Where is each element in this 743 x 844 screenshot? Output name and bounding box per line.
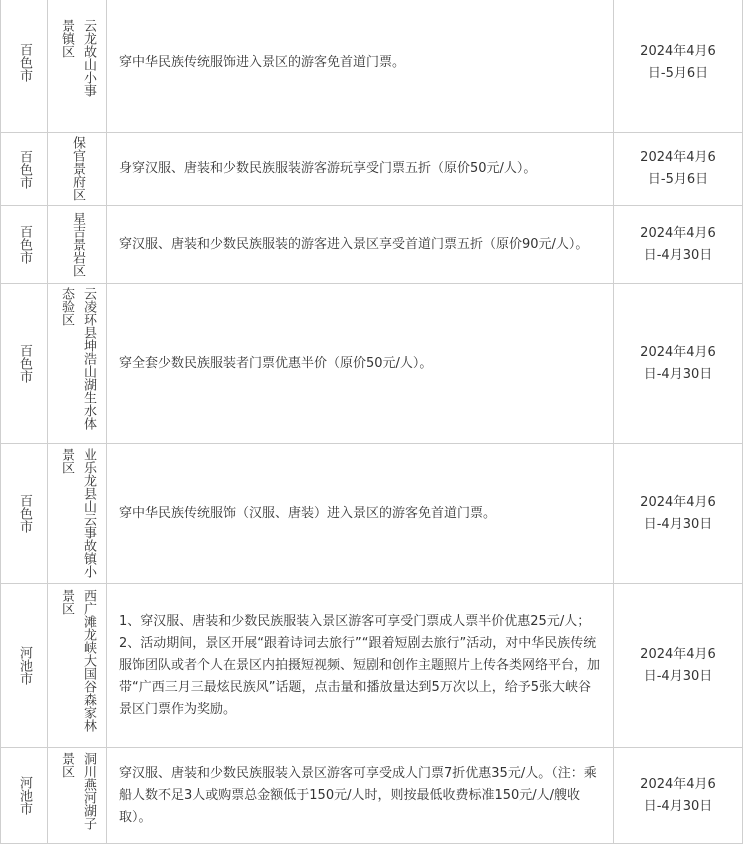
date-end: 日-5月6日 xyxy=(647,172,709,187)
offer-cell xyxy=(107,584,614,748)
scenic-cell xyxy=(48,0,107,133)
offer-text: 穿汉服、唐装和少数民族服装入景区游客可享受成人门票7折优惠35元/人。（注：乘船人数不足3人或购票总金额低于150元/人时，则按最低收费标准150元/人/艘收取）。 xyxy=(119,765,597,825)
table-row xyxy=(1,584,743,748)
city-cell xyxy=(1,284,48,444)
date-cell xyxy=(614,584,743,748)
date-cell xyxy=(614,444,743,584)
city-name: 百色市 xyxy=(17,43,32,82)
scenic-cell xyxy=(48,584,107,748)
date-start: 2024年4月6 xyxy=(640,776,716,792)
date-cell xyxy=(614,133,743,206)
city-cell xyxy=(1,0,48,133)
date-cell xyxy=(614,0,743,133)
city-cell xyxy=(1,584,48,748)
date-start: 2024年4月6 xyxy=(640,344,716,360)
offer-cell xyxy=(107,206,614,284)
offer-text: 1、穿汉服、唐装和少数民族服装入景区游客可享受门票成人票半价优惠25元/人；2、活动期间，景区开展“跟着诗词去旅行”“跟着短剧去旅行”活动，对中华民族传统服饰团队或者个人在景区内拍摄短视频、短剧和创作主题照片上传各类网络平台，加带“广西三月三最炫民族风”话题，点击量和播放量达到5万次以上，给予5张大峡谷景区门票作为奖励。 xyxy=(119,613,601,717)
table-row xyxy=(1,0,743,133)
offer-cell xyxy=(107,748,614,844)
scenic-name: 保官景府区 xyxy=(70,136,85,201)
table-row xyxy=(1,284,743,444)
date-start: 2024年4月6 xyxy=(640,150,716,165)
scenic-cell xyxy=(48,133,107,206)
date-cell xyxy=(614,206,743,284)
date-end: 日-4月30日 xyxy=(643,668,713,684)
city-cell xyxy=(1,748,48,844)
scenic-cell xyxy=(48,284,107,444)
offer-text: 穿汉服、唐装和少数民族服装的游客进入景区享受首道门票五折（原价90元/人）。 xyxy=(119,236,589,252)
offer-cell xyxy=(107,0,614,133)
offer-text: 身穿汉服、唐装和少数民族服装游客游玩享受门票五折（原价50元/人）。 xyxy=(119,161,537,176)
scenic-name: 星吉景岩区 xyxy=(70,211,85,277)
offer-cell xyxy=(107,284,614,444)
offer-text: 穿中华民族传统服饰（汉服、唐装）进入景区的游客免首道门票。 xyxy=(119,505,497,521)
date-end: 日-4月30日 xyxy=(643,516,713,532)
scenic-name: 云龙故山小事景镇区 xyxy=(59,18,96,97)
city-name: 河池市 xyxy=(17,646,32,685)
city-name: 百色市 xyxy=(17,494,32,533)
scenic-name: 云凌环县坤浩山湖生水体态验区 xyxy=(59,286,96,430)
table-row xyxy=(1,444,743,584)
city-cell xyxy=(1,133,48,206)
date-end: 日-4月30日 xyxy=(643,247,713,263)
city-cell xyxy=(1,444,48,584)
table-row xyxy=(1,748,743,844)
city-name: 河池市 xyxy=(17,776,32,815)
date-start: 2024年4月6 xyxy=(640,225,716,241)
city-name: 百色市 xyxy=(17,225,32,264)
date-start: 2024年4月6 xyxy=(640,43,716,59)
city-cell xyxy=(1,206,48,284)
date-end: 日-4月30日 xyxy=(643,366,713,382)
scenic-cell xyxy=(48,748,107,844)
scenic-name: 业乐龙县山云事故镇小景区 xyxy=(59,447,96,578)
date-cell xyxy=(614,284,743,444)
offer-text: 穿中华民族传统服饰进入景区的游客免首道门票。 xyxy=(119,54,406,70)
scenic-name: 洞川燕河湖子景区 xyxy=(59,751,96,830)
table-row xyxy=(1,133,743,206)
date-start: 2024年4月6 xyxy=(640,494,716,510)
date-start: 2024年4月6 xyxy=(640,646,716,662)
city-name: 百色市 xyxy=(17,149,32,189)
date-end: 日-5月6日 xyxy=(647,65,709,81)
scenic-cell xyxy=(48,444,107,584)
city-name: 百色市 xyxy=(17,344,32,383)
scenic-name: 西广滩龙峡大国谷森家林景区 xyxy=(59,588,96,732)
offer-cell xyxy=(107,444,614,584)
date-end: 日-4月30日 xyxy=(643,798,713,814)
scenic-cell xyxy=(48,206,107,284)
table-row xyxy=(1,206,743,284)
offer-cell xyxy=(107,133,614,206)
offer-text: 穿全套少数民族服装者门票优惠半价（原价50元/人）。 xyxy=(119,355,433,371)
date-cell xyxy=(614,748,743,844)
